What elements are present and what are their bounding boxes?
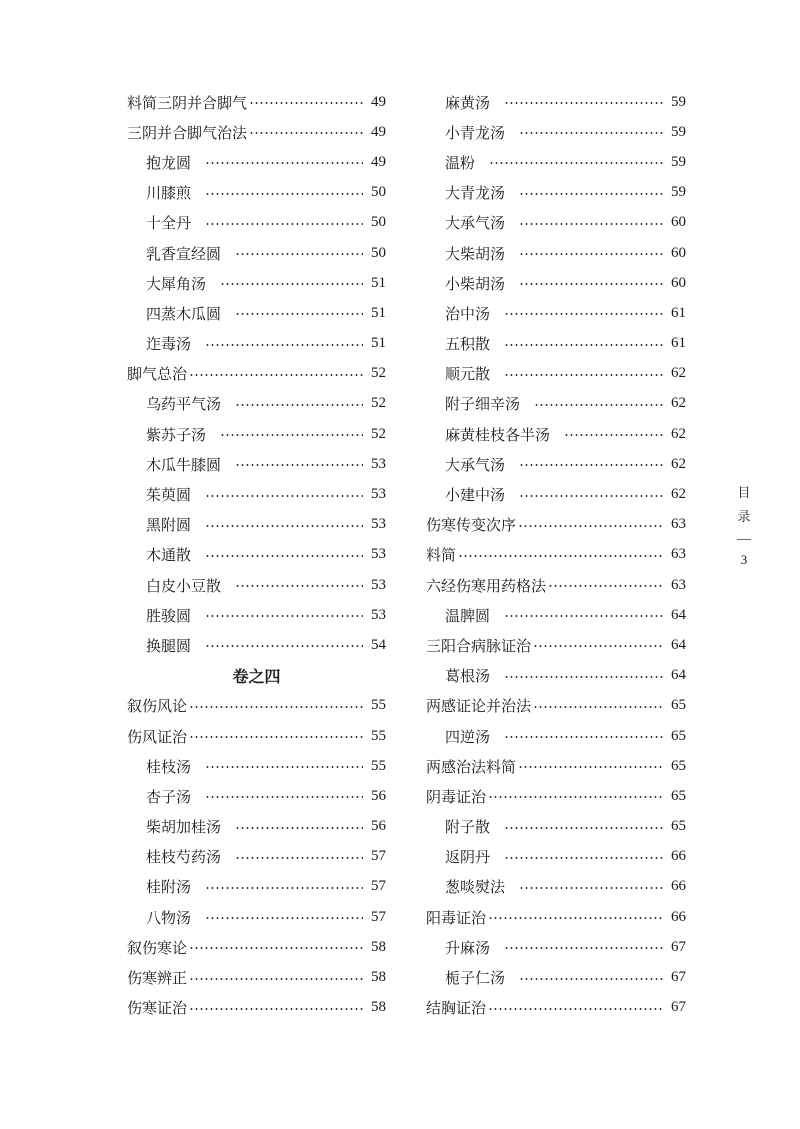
toc-entry-page: 52 (371, 365, 386, 382)
toc-entry-title: 川膝煎 (146, 184, 192, 203)
dot-leader (235, 253, 363, 255)
dot-leader (189, 978, 363, 980)
dot-leader (533, 706, 663, 708)
toc-entry-title: 两感治法料简 (426, 757, 517, 776)
dot-leader (518, 766, 663, 768)
dot-leader (488, 1008, 663, 1010)
toc-section-entry[interactable] (426, 630, 686, 660)
toc-entry-title: 桂附汤 (146, 878, 192, 897)
toc-entry-page: 62 (671, 395, 686, 412)
toc-entry-page: 49 (371, 123, 386, 140)
dot-leader (519, 495, 663, 497)
toc-entry-page: 53 (371, 455, 386, 472)
side-section-tab (736, 482, 752, 568)
toc-entry-title: 麻黄汤 (445, 93, 491, 112)
dot-leader (205, 162, 363, 164)
toc-entry-title: 附子细辛汤 (445, 395, 521, 414)
toc-entry-page: 61 (671, 304, 686, 321)
toc-entry-title: 料简 (426, 546, 457, 565)
toc-entry-title: 顺元散 (445, 365, 491, 384)
dot-leader (564, 434, 663, 436)
dot-leader (235, 404, 363, 406)
toc-entry-page: 56 (371, 818, 386, 835)
toc-entry-page: 61 (671, 335, 686, 352)
toc-entry-title: 黑附圆 (146, 516, 192, 535)
dot-leader (548, 585, 663, 587)
toc-section-entry[interactable] (127, 962, 386, 992)
toc-subentry[interactable] (127, 540, 386, 570)
toc-subentry[interactable] (426, 932, 686, 962)
toc-subentry[interactable] (127, 902, 386, 932)
toc-entry-page: 55 (371, 697, 386, 714)
toc-subentry[interactable] (127, 600, 386, 630)
toc-entry-page: 58 (371, 938, 386, 955)
toc-subentry[interactable] (426, 87, 686, 117)
toc-subentry[interactable] (426, 117, 686, 147)
toc-entry-page: 63 (671, 546, 686, 563)
toc-subentry[interactable] (127, 479, 386, 509)
toc-entry-title: 温粉 (445, 153, 476, 172)
toc-subentry[interactable] (127, 389, 386, 419)
toc-subentry[interactable] (426, 147, 686, 177)
dot-leader (249, 102, 363, 104)
dot-leader (189, 947, 363, 949)
toc-entry-page: 49 (371, 93, 386, 110)
toc-subentry[interactable] (127, 449, 386, 479)
toc-entry-title: 小柴胡汤 (445, 274, 506, 293)
dot-leader (519, 253, 663, 255)
dot-leader (205, 796, 363, 798)
volume-heading-title: 卷之四 (232, 667, 281, 687)
toc-right-column (426, 87, 686, 1023)
toc-entry-title: 五积散 (445, 335, 491, 354)
toc-subentry[interactable] (426, 812, 686, 842)
toc-entry-title: 料简三阴并合脚气 (127, 93, 248, 112)
toc-entry-page: 62 (671, 455, 686, 472)
toc-entry-page: 59 (671, 123, 686, 140)
toc-entry-title: 木瓜牛膝圆 (146, 455, 222, 474)
toc-subentry[interactable] (127, 329, 386, 359)
toc-entry-title: 葱啖熨法 (445, 878, 506, 897)
dot-leader (205, 223, 363, 225)
toc-entry-title: 乌药平气汤 (146, 395, 222, 414)
dot-leader (235, 585, 363, 587)
toc-subentry[interactable] (426, 661, 686, 691)
dot-leader (519, 223, 663, 225)
toc-entry-title: 附子散 (445, 818, 491, 837)
dot-leader (205, 615, 363, 617)
toc-entry-title: 迮毒汤 (146, 335, 192, 354)
toc-entry-title: 白皮小豆散 (146, 576, 222, 595)
toc-entry-page: 51 (371, 335, 386, 352)
toc-subentry[interactable] (127, 630, 386, 660)
toc-section-entry[interactable] (426, 902, 686, 932)
toc-entry-page: 51 (371, 274, 386, 291)
dot-leader (519, 132, 663, 134)
toc-section-entry[interactable] (127, 359, 386, 389)
toc-entry-title: 乳香宣经圆 (146, 244, 222, 263)
dot-leader (189, 736, 363, 738)
toc-subentry[interactable] (426, 359, 686, 389)
toc-entry-page: 58 (371, 969, 386, 986)
toc-entry-title: 叙伤寒论 (127, 938, 188, 957)
toc-section-entry[interactable] (426, 540, 686, 570)
toc-entry-title: 大承气汤 (445, 214, 506, 233)
toc-section-entry[interactable] (426, 751, 686, 781)
toc-subentry[interactable] (127, 298, 386, 328)
toc-entry-page: 54 (371, 636, 386, 653)
toc-entry-page: 53 (371, 546, 386, 563)
toc-entry-title: 三阳合病脉证治 (426, 636, 532, 655)
toc-entry-page: 55 (371, 757, 386, 774)
toc-entry-title: 大青龙汤 (445, 184, 506, 203)
toc-subentry[interactable] (127, 570, 386, 600)
dot-leader (518, 525, 663, 527)
dot-leader (504, 374, 663, 376)
toc-entry-title: 脚气总治 (127, 365, 188, 384)
toc-entry-title: 栀子仁汤 (445, 969, 506, 988)
dot-leader (504, 676, 663, 678)
toc-entry-page: 49 (371, 153, 386, 170)
volume-heading (127, 661, 386, 691)
dot-leader (205, 193, 363, 195)
dot-leader (458, 555, 663, 557)
toc-entry-page: 51 (371, 304, 386, 321)
toc-entry-page: 60 (671, 214, 686, 231)
toc-entry-page: 57 (371, 848, 386, 865)
toc-entry-title: 抱龙圆 (146, 153, 192, 172)
dot-leader (235, 827, 363, 829)
toc-subentry[interactable] (127, 268, 386, 298)
toc-section-entry[interactable] (426, 691, 686, 721)
toc-subentry[interactable] (426, 268, 686, 298)
toc-subentry[interactable] (127, 751, 386, 781)
toc-entry-title: 阴毒证治 (426, 787, 487, 806)
toc-entry-page: 53 (371, 606, 386, 623)
toc-section-entry[interactable] (127, 117, 386, 147)
toc-subentry[interactable] (426, 842, 686, 872)
toc-entry-page: 60 (671, 244, 686, 261)
toc-entry-title: 六经伤寒用药格法 (426, 576, 547, 595)
toc-section-entry[interactable] (127, 721, 386, 751)
toc-entry-page: 59 (671, 153, 686, 170)
toc-entry-page: 53 (371, 486, 386, 503)
dot-leader (189, 706, 363, 708)
dot-leader (205, 887, 363, 889)
toc-entry-page: 50 (371, 184, 386, 201)
toc-entry-page: 64 (671, 606, 686, 623)
dot-leader (189, 1008, 363, 1010)
dot-leader (504, 857, 663, 859)
dot-leader (504, 102, 663, 104)
side-tab-divider (737, 539, 751, 540)
toc-subentry[interactable] (127, 147, 386, 177)
toc-entry-title: 治中汤 (445, 304, 491, 323)
toc-entry-page: 66 (671, 848, 686, 865)
toc-subentry[interactable] (426, 600, 686, 630)
dot-leader (519, 464, 663, 466)
toc-entry-title: 返阴丹 (445, 848, 491, 867)
toc-entry-title: 十全丹 (146, 214, 192, 233)
toc-entry-page: 58 (371, 999, 386, 1016)
toc-subentry[interactable] (127, 178, 386, 208)
toc-entry-title: 伤寒辨正 (127, 969, 188, 988)
toc-entry-title: 伤风证治 (127, 727, 188, 746)
toc-entry-title: 四蒸木瓜圆 (146, 304, 222, 323)
toc-entry-page: 57 (371, 878, 386, 895)
toc-entry-title: 伤寒证治 (127, 999, 188, 1018)
dot-leader (519, 193, 663, 195)
dot-leader (534, 404, 663, 406)
toc-section-entry[interactable] (426, 781, 686, 811)
toc-left-column (127, 87, 386, 1023)
toc-entry-title: 小建中汤 (445, 486, 506, 505)
toc-subentry[interactable] (127, 842, 386, 872)
dot-leader (205, 495, 363, 497)
dot-leader (205, 645, 363, 647)
toc-subentry[interactable] (426, 298, 686, 328)
toc-section-entry[interactable] (127, 993, 386, 1023)
dot-leader (488, 796, 663, 798)
toc-entry-title: 麻黄桂枝各半汤 (445, 425, 551, 444)
dot-leader (249, 132, 363, 134)
toc-entry-page: 67 (671, 969, 686, 986)
toc-entry-title: 升麻汤 (445, 938, 491, 957)
toc-entry-title: 三阴并合脚气治法 (127, 123, 248, 142)
toc-entry-title: 八物汤 (146, 908, 192, 927)
toc-entry-page: 53 (371, 516, 386, 533)
toc-entry-page: 50 (371, 244, 386, 261)
toc-section-entry[interactable] (426, 570, 686, 600)
dot-leader (504, 827, 663, 829)
page-number: 3 (740, 552, 748, 567)
toc-entry-page: 52 (371, 395, 386, 412)
toc-entry-page: 55 (371, 727, 386, 744)
toc-entry-page: 66 (671, 878, 686, 895)
toc-subentry[interactable] (127, 872, 386, 902)
toc-entry-title: 胜骏圆 (146, 606, 192, 625)
toc-entry-page: 67 (671, 938, 686, 955)
toc-entry-page: 56 (371, 787, 386, 804)
toc-subentry[interactable] (127, 238, 386, 268)
side-tab-char: 录 (737, 510, 751, 525)
toc-subentry[interactable] (426, 208, 686, 238)
toc-entry-title: 两感证论并治法 (426, 697, 532, 716)
toc-subentry[interactable] (426, 178, 686, 208)
toc-entry-title: 大犀角汤 (146, 274, 207, 293)
toc-subentry[interactable] (127, 419, 386, 449)
dot-leader (519, 887, 663, 889)
toc-entry-page: 62 (671, 425, 686, 442)
toc-entry-page: 63 (671, 576, 686, 593)
toc-entry-title: 葛根汤 (445, 667, 491, 686)
toc-entry-page: 52 (371, 425, 386, 442)
toc-subentry[interactable] (426, 721, 686, 751)
toc-entry-title: 木通散 (146, 546, 192, 565)
dot-leader (489, 162, 663, 164)
toc-entry-page: 65 (671, 697, 686, 714)
dot-leader (205, 525, 363, 527)
toc-subentry[interactable] (127, 812, 386, 842)
toc-entry-title: 大承气汤 (445, 455, 506, 474)
toc-entry-title: 小青龙汤 (445, 123, 506, 142)
dot-leader (504, 344, 663, 346)
toc-entry-page: 57 (371, 908, 386, 925)
toc-subentry[interactable] (127, 510, 386, 540)
toc-entry-title: 杏子汤 (146, 787, 192, 806)
toc-entry-title: 阳毒证治 (426, 908, 487, 927)
toc-subentry[interactable] (426, 962, 686, 992)
dot-leader (220, 283, 363, 285)
toc-entry-page: 63 (671, 516, 686, 533)
toc-subentry[interactable] (426, 238, 686, 268)
toc-entry-page: 59 (671, 184, 686, 201)
dot-leader (205, 555, 363, 557)
toc-entry-page: 62 (671, 365, 686, 382)
toc-entry-title: 茱萸圆 (146, 486, 192, 505)
toc-subentry[interactable] (426, 419, 686, 449)
toc-subentry[interactable] (127, 781, 386, 811)
toc-section-entry[interactable] (127, 691, 386, 721)
toc-entry-title: 桂枝芍药汤 (146, 848, 222, 867)
dot-leader (205, 344, 363, 346)
toc-section-entry[interactable] (127, 932, 386, 962)
toc-entry-title: 伤寒传变次序 (426, 516, 517, 535)
toc-subentry[interactable] (426, 872, 686, 902)
toc-subentry[interactable] (426, 449, 686, 479)
toc-entry-page: 65 (671, 787, 686, 804)
toc-subentry[interactable] (426, 389, 686, 419)
toc-entry-title: 换腿圆 (146, 636, 192, 655)
toc-entry-page: 59 (671, 93, 686, 110)
dot-leader (504, 313, 663, 315)
dot-leader (220, 434, 363, 436)
toc-section-entry[interactable] (127, 87, 386, 117)
toc-entry-page: 67 (671, 999, 686, 1016)
dot-leader (504, 736, 663, 738)
toc-entry-title: 温脾圆 (445, 606, 491, 625)
toc-entry-page: 65 (671, 727, 686, 744)
toc-entry-page: 50 (371, 214, 386, 231)
dot-leader (533, 645, 663, 647)
side-tab-char: 目 (737, 486, 751, 501)
dot-leader (205, 917, 363, 919)
toc-entry-title: 大柴胡汤 (445, 244, 506, 263)
toc-entry-title: 紫苏子汤 (146, 425, 207, 444)
toc-entry-page: 64 (671, 636, 686, 653)
toc-section-entry[interactable] (426, 993, 686, 1023)
toc-subentry[interactable] (426, 329, 686, 359)
dot-leader (504, 947, 663, 949)
dot-leader (519, 283, 663, 285)
dot-leader (235, 464, 363, 466)
toc-subentry[interactable] (127, 208, 386, 238)
dot-leader (189, 374, 363, 376)
toc-entry-page: 65 (671, 757, 686, 774)
toc-entry-title: 四逆汤 (445, 727, 491, 746)
dot-leader (235, 313, 363, 315)
toc-entry-title: 柴胡加桂汤 (146, 818, 222, 837)
toc-entry-title: 叙伤风论 (127, 697, 188, 716)
toc-entry-page: 66 (671, 908, 686, 925)
toc-entry-page: 53 (371, 576, 386, 593)
dot-leader (235, 857, 363, 859)
dot-leader (488, 917, 663, 919)
toc-subentry[interactable] (426, 479, 686, 509)
toc-entry-title: 桂枝汤 (146, 757, 192, 776)
dot-leader (519, 978, 663, 980)
dot-leader (504, 615, 663, 617)
toc-entry-page: 64 (671, 667, 686, 684)
toc-section-entry[interactable] (426, 510, 686, 540)
toc-entry-page: 60 (671, 274, 686, 291)
toc-entry-page: 65 (671, 818, 686, 835)
toc-entry-title: 结胸证治 (426, 999, 487, 1018)
toc-entry-page: 62 (671, 486, 686, 503)
dot-leader (205, 766, 363, 768)
